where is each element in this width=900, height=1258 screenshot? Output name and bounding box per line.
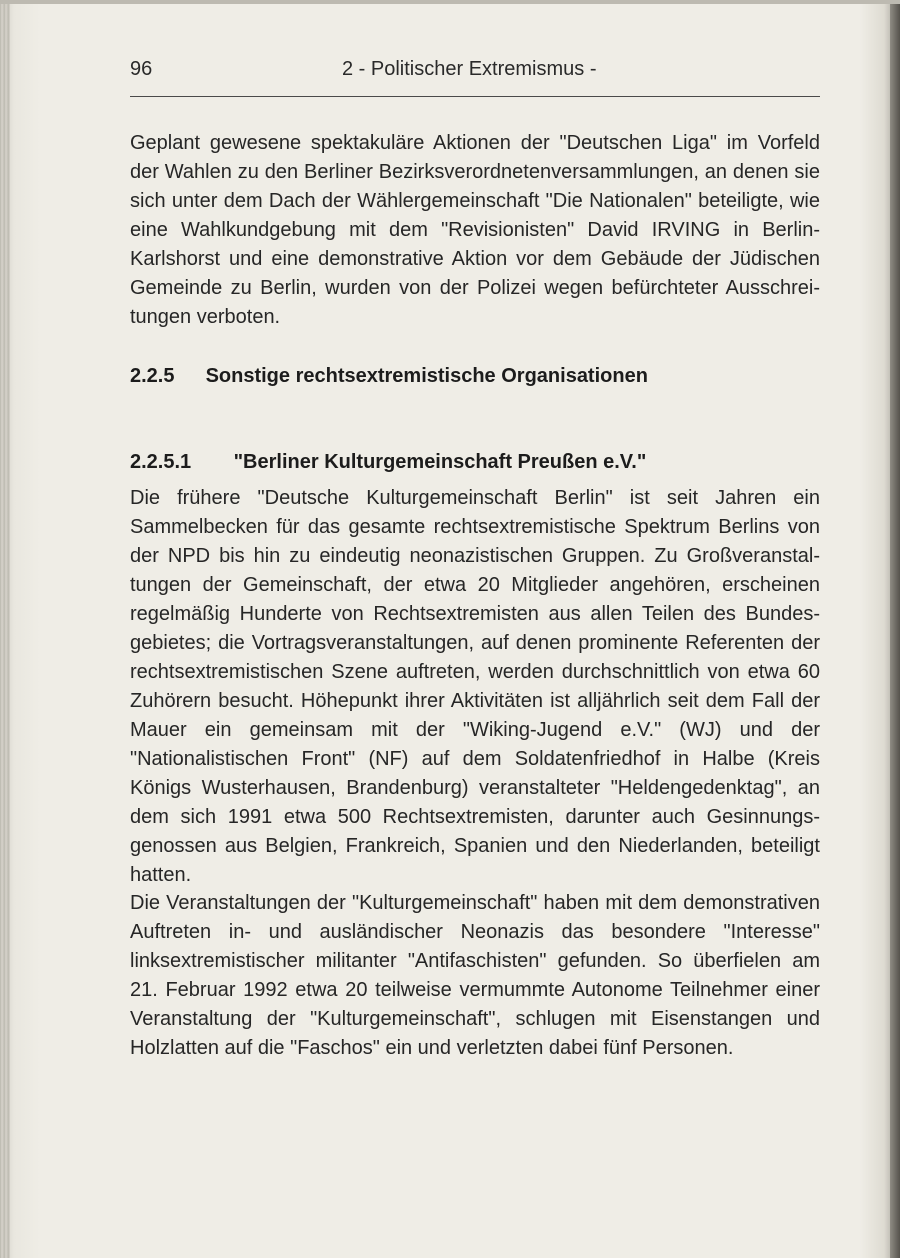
running-head: 2 - Politischer Extremismus - <box>342 58 597 80</box>
page-number: 96 <box>130 58 153 80</box>
section-title: Sonstige rechtsextremistische Organisationen <box>205 365 648 387</box>
section-heading <box>130 365 648 388</box>
paragraph-2: Die frühere "Deutsche Kulturgemeinschaft Berlin" ist seit Jahren ein Sammelbecken für das gesamte rechtsextremistische Spektrum Berlins von der NPD bis hin zu eindeutig neonazistischen Gruppen. Zu Großveranstaltungen der Gemeinschaft, der etwa 20 Mitglieder angehören, erscheinen regelmäßig Hunderte von Rechtsextremisten aus allen Teilen des Bundesgebietes; die Vortragsveranstaltungen, auf denen prominente Referenten der rechtsextremistischen Szene auftreten, werden durchschnittlich von etwa 60 Zuhörern besucht. Höhepunkt ihrer Aktivitäten ist alljährlich seit dem Fall der Mauer ein gemeinsam mit der "Wiking-Jugend e.V." (WJ) und der "Nationalistischen Front" (NF) auf dem Soldatenfriedhof in Halbe (Kreis Königs Wusterhausen, Brandenburg) veranstalteter "Heldengedenktag", an dem sich 1991 etwa 500 Rechtsextremisten, darunter auch Gesinnungsgenossen aus Belgien, Frankreich, Spanien und den Niederlanden, beteiligt hatten. <box>130 487 820 886</box>
paragraph-1: Geplant gewesene spektakuläre Aktionen der "Deutschen Liga" im Vorfeld der Wahlen zu den Berliner Bezirksverordnetenversammlungen, an denen sie sich unter dem Dach der Wählergemeinschaft "Die Nationalen" beteiligte, wie eine Wahlkundgebung mit dem "Revisionisten" David IRVING in Berlin-Karlshorst und eine demonstrative Aktion vor dem Gebäude der Jüdischen Gemeinde zu Berlin, wurden von der Polizei wegen befürchteter Ausschreitungen verboten. <box>130 132 820 328</box>
subsection-number: 2.2.5.1 <box>130 451 192 473</box>
subsection-heading <box>130 451 646 474</box>
header-rule <box>130 96 820 97</box>
page-right-edge <box>890 0 900 1258</box>
section-number: 2.2.5 <box>130 365 175 387</box>
subsection-title: "Berliner Kulturgemeinschaft Preußen e.V." <box>233 451 647 473</box>
page-top-edge <box>0 0 900 4</box>
page-binding-edge <box>0 0 10 1258</box>
paragraph-3: Die Veranstaltungen der "Kulturgemeinschaft" haben mit dem demonstrativen Auftreten in- und ausländischer Neonazis das besondere "Interesse" linksextremistischer militanter "Antifaschisten" gefunden. So überfielen am 21. Februar 1992 etwa 20 teilweise vermummte Autonome Teilnehmer einer Veranstaltung der "Kulturgemeinschaft", schlugen mit Eisenstangen und Holzlatten auf die "Faschos" ein und verletzten dabei fünf Personen. <box>130 892 820 1059</box>
page-header <box>130 58 820 90</box>
